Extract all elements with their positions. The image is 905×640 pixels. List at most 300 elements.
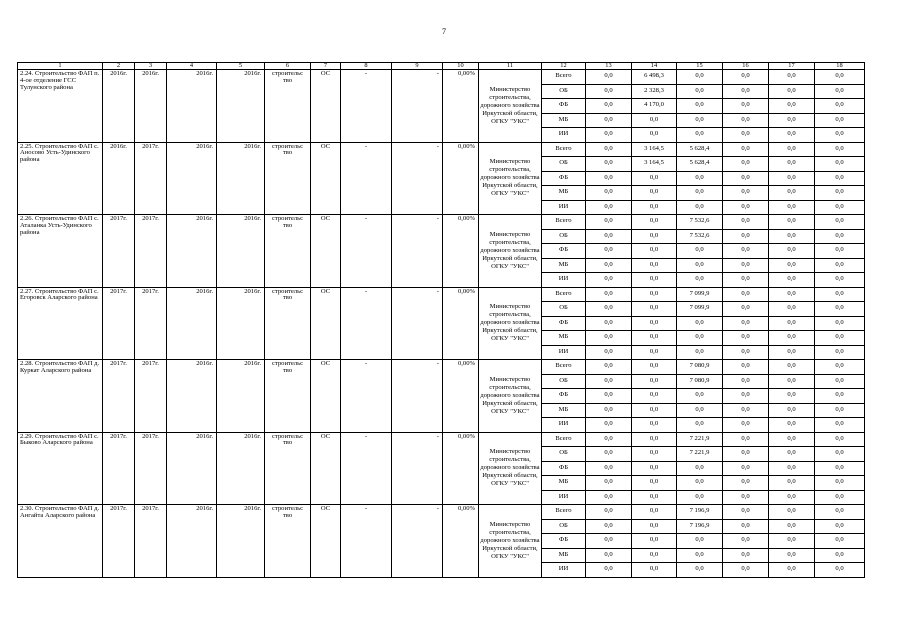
funding-amount: 0,0 [769, 403, 815, 418]
funding-amount: 0,0 [632, 200, 677, 215]
design-year: 2016г. [167, 432, 217, 505]
column-number: 3 [135, 63, 167, 70]
design-year: 2016г. [167, 287, 217, 360]
funding-amount: 0,0 [677, 476, 723, 491]
funding-amount: 0,0 [632, 128, 677, 143]
column-8-value: - [341, 287, 392, 360]
funding-amount: 0,0 [723, 345, 769, 360]
column-number: 6 [265, 63, 311, 70]
funding-amount: 0,0 [677, 345, 723, 360]
funding-amount: 0,0 [632, 490, 677, 505]
approval-year: 2016г. [217, 287, 265, 360]
funding-amount: 0,0 [769, 389, 815, 404]
funding-amount: 0,0 [815, 157, 865, 172]
funding-amount: 0,0 [586, 331, 632, 346]
funding-amount: 0,0 [769, 258, 815, 273]
funding-amount: 0,0 [677, 113, 723, 128]
column-number: 1 [18, 63, 103, 70]
funding-amount: 0,0 [723, 128, 769, 143]
project-financing-table [17, 62, 865, 578]
funding-amount: 7 196,9 [677, 505, 723, 520]
funding-amount: 0,0 [677, 316, 723, 331]
funding-amount: 0,0 [815, 215, 865, 230]
column-number: 4 [167, 63, 217, 70]
funding-amount: 0,0 [677, 403, 723, 418]
funding-amount: 0,0 [815, 244, 865, 259]
start-year: 2016г. [103, 70, 135, 143]
funding-source: МБ [542, 331, 586, 346]
column-number: 16 [723, 63, 769, 70]
funding-amount: 5 628,4 [677, 157, 723, 172]
funding-source: ОБ [542, 302, 586, 317]
funding-amount: 0,0 [723, 70, 769, 85]
funding-amount: 0,0 [586, 461, 632, 476]
readiness-percent: 0,00% [443, 215, 479, 288]
funding-amount: 0,0 [677, 563, 723, 578]
funding-source: ОБ [542, 84, 586, 99]
funding-amount: 0,0 [769, 418, 815, 433]
start-year: 2017г. [103, 505, 135, 578]
funding-amount: 0,0 [723, 200, 769, 215]
funding-source: ФБ [542, 171, 586, 186]
funding-amount: 0,0 [815, 186, 865, 201]
funding-amount: 0,0 [586, 345, 632, 360]
column-9-value: - [392, 505, 443, 578]
funding-amount: 5 628,4 [677, 142, 723, 157]
funding-amount: 7 080,9 [677, 360, 723, 375]
funding-amount: 0,0 [586, 302, 632, 317]
object-name: 2.24. Строительство ФАП п. 4-ое отделение ГСС Тулунского района [18, 70, 103, 143]
column-number: 18 [815, 63, 865, 70]
column-number: 10 [443, 63, 479, 70]
funding-amount: 0,0 [815, 360, 865, 375]
funding-amount: 0,0 [769, 331, 815, 346]
funding-amount: 0,0 [769, 505, 815, 520]
funding-amount: 0,0 [586, 142, 632, 157]
funding-amount: 0,0 [769, 70, 815, 85]
work-type: строительс тво [265, 287, 311, 360]
funding-source: МБ [542, 186, 586, 201]
funding-amount: 0,0 [723, 229, 769, 244]
start-year: 2017г. [103, 215, 135, 288]
funding-amount: 0,0 [586, 244, 632, 259]
funding-amount: 0,0 [723, 84, 769, 99]
funding-amount: 0,0 [723, 273, 769, 288]
funding-amount: 0,0 [815, 476, 865, 491]
funding-source: ОБ [542, 519, 586, 534]
funding-amount: 0,0 [586, 534, 632, 549]
funding-source: ОБ [542, 447, 586, 462]
funding-amount: 0,0 [677, 128, 723, 143]
funding-amount: 7 080,9 [677, 374, 723, 389]
funding-amount: 0,0 [769, 244, 815, 259]
funding-amount: 0,0 [769, 157, 815, 172]
responsible-organization: Министерство строительства, дорожного хозяйства Иркутской области, ОГКУ "УКС" [479, 505, 542, 578]
column-9-value: - [392, 287, 443, 360]
column-8-value: - [341, 215, 392, 288]
funding-amount: 0,0 [632, 287, 677, 302]
end-year: 2017г. [135, 287, 167, 360]
funding-amount: 0,0 [632, 258, 677, 273]
funding-amount: 0,0 [723, 374, 769, 389]
column-number: 15 [677, 63, 723, 70]
funding-amount: 0,0 [769, 548, 815, 563]
funding-amount: 0,0 [769, 99, 815, 114]
funding-amount: 0,0 [815, 432, 865, 447]
ownership-form: ОС [311, 215, 341, 288]
funding-amount: 0,0 [723, 490, 769, 505]
funding-amount: 7 221,9 [677, 432, 723, 447]
funding-source: ИИ [542, 273, 586, 288]
column-number: 11 [479, 63, 542, 70]
funding-amount: 0,0 [815, 142, 865, 157]
object-name: 2.25. Строительство ФАП с. Аносово Усть-Удинского района [18, 142, 103, 215]
funding-source: ИИ [542, 200, 586, 215]
funding-amount: 0,0 [586, 128, 632, 143]
funding-amount: 0,0 [815, 70, 865, 85]
funding-amount: 0,0 [815, 519, 865, 534]
funding-amount: 0,0 [769, 229, 815, 244]
funding-amount: 0,0 [632, 476, 677, 491]
funding-amount: 0,0 [815, 490, 865, 505]
funding-source: Всего [542, 432, 586, 447]
funding-amount: 0,0 [815, 200, 865, 215]
column-8-value: - [341, 432, 392, 505]
funding-amount: 0,0 [723, 447, 769, 462]
funding-source: ИИ [542, 563, 586, 578]
funding-source: ИИ [542, 345, 586, 360]
table-row [18, 215, 865, 230]
funding-amount: 0,0 [723, 418, 769, 433]
responsible-organization: Министерство строительства, дорожного хозяйства Иркутской области, ОГКУ "УКС" [479, 142, 542, 215]
funding-amount: 0,0 [677, 200, 723, 215]
funding-amount: 0,0 [632, 345, 677, 360]
column-number: 9 [392, 63, 443, 70]
ownership-form: ОС [311, 360, 341, 433]
funding-amount: 7 196,9 [677, 519, 723, 534]
funding-amount: 0,0 [677, 171, 723, 186]
funding-amount: 0,0 [632, 113, 677, 128]
funding-amount: 0,0 [769, 200, 815, 215]
funding-source: ФБ [542, 316, 586, 331]
ownership-form: ОС [311, 142, 341, 215]
work-type: строительс тво [265, 505, 311, 578]
funding-source: Всего [542, 505, 586, 520]
funding-amount: 0,0 [723, 113, 769, 128]
funding-amount: 0,0 [815, 548, 865, 563]
funding-amount: 0,0 [815, 273, 865, 288]
funding-amount: 0,0 [586, 99, 632, 114]
responsible-organization: Министерство строительства, дорожного хозяйства Иркутской области, ОГКУ "УКС" [479, 432, 542, 505]
column-number: 17 [769, 63, 815, 70]
readiness-percent: 0,00% [443, 432, 479, 505]
funding-amount: 0,0 [632, 461, 677, 476]
design-year: 2016г. [167, 142, 217, 215]
funding-amount: 0,0 [586, 70, 632, 85]
funding-amount: 0,0 [723, 505, 769, 520]
funding-amount: 0,0 [769, 374, 815, 389]
end-year: 2017г. [135, 215, 167, 288]
funding-amount: 0,0 [769, 519, 815, 534]
column-8-value: - [341, 70, 392, 143]
readiness-percent: 0,00% [443, 70, 479, 143]
column-9-value: - [392, 215, 443, 288]
funding-amount: 0,0 [815, 113, 865, 128]
funding-source: Всего [542, 70, 586, 85]
funding-amount: 4 170,0 [632, 99, 677, 114]
design-year: 2016г. [167, 215, 217, 288]
funding-amount: 0,0 [815, 345, 865, 360]
funding-amount: 0,0 [815, 374, 865, 389]
funding-amount: 0,0 [815, 389, 865, 404]
funding-amount: 0,0 [723, 99, 769, 114]
column-number: 8 [341, 63, 392, 70]
funding-amount: 0,0 [632, 519, 677, 534]
readiness-percent: 0,00% [443, 142, 479, 215]
funding-amount: 0,0 [723, 302, 769, 317]
funding-source: МБ [542, 403, 586, 418]
funding-amount: 0,0 [632, 548, 677, 563]
object-name: 2.30. Строительство ФАП д. Ангайта Аларского района [18, 505, 103, 578]
start-year: 2017г. [103, 432, 135, 505]
funding-source: ФБ [542, 389, 586, 404]
funding-amount: 3 164,5 [632, 157, 677, 172]
funding-amount: 0,0 [677, 244, 723, 259]
column-8-value: - [341, 505, 392, 578]
funding-amount: 0,0 [723, 519, 769, 534]
funding-amount: 0,0 [586, 519, 632, 534]
funding-source: ОБ [542, 374, 586, 389]
funding-amount: 0,0 [677, 258, 723, 273]
ownership-form: ОС [311, 432, 341, 505]
funding-source: ФБ [542, 244, 586, 259]
end-year: 2016г. [135, 70, 167, 143]
readiness-percent: 0,00% [443, 360, 479, 433]
funding-source: ФБ [542, 461, 586, 476]
funding-amount: 0,0 [586, 316, 632, 331]
funding-amount: 0,0 [723, 476, 769, 491]
funding-amount: 0,0 [586, 374, 632, 389]
funding-source: МБ [542, 476, 586, 491]
funding-amount: 0,0 [586, 273, 632, 288]
funding-amount: 0,0 [815, 563, 865, 578]
funding-amount: 0,0 [677, 331, 723, 346]
funding-amount: 0,0 [632, 447, 677, 462]
funding-amount: 0,0 [769, 432, 815, 447]
funding-amount: 0,0 [723, 186, 769, 201]
funding-amount: 0,0 [586, 389, 632, 404]
funding-amount: 0,0 [769, 128, 815, 143]
column-8-value: - [341, 360, 392, 433]
funding-amount: 0,0 [815, 171, 865, 186]
funding-amount: 0,0 [815, 128, 865, 143]
funding-amount: 0,0 [769, 345, 815, 360]
funding-source: Всего [542, 215, 586, 230]
funding-amount: 0,0 [586, 360, 632, 375]
end-year: 2017г. [135, 505, 167, 578]
readiness-percent: 0,00% [443, 287, 479, 360]
funding-source: МБ [542, 113, 586, 128]
funding-amount: 6 498,3 [632, 70, 677, 85]
funding-amount: 0,0 [769, 461, 815, 476]
funding-amount: 0,0 [677, 490, 723, 505]
funding-amount: 0,0 [632, 418, 677, 433]
funding-amount: 0,0 [677, 389, 723, 404]
funding-source: Всего [542, 287, 586, 302]
funding-amount: 0,0 [723, 215, 769, 230]
funding-amount: 0,0 [815, 403, 865, 418]
funding-amount: 0,0 [586, 418, 632, 433]
approval-year: 2016г. [217, 215, 265, 288]
funding-amount: 7 099,9 [677, 287, 723, 302]
funding-amount: 0,0 [769, 360, 815, 375]
funding-amount: 0,0 [723, 331, 769, 346]
ownership-form: ОС [311, 287, 341, 360]
start-year: 2017г. [103, 287, 135, 360]
funding-amount: 0,0 [769, 302, 815, 317]
funding-amount: 0,0 [769, 447, 815, 462]
design-year: 2016г. [167, 505, 217, 578]
funding-amount: 7 532,6 [677, 229, 723, 244]
funding-amount: 0,0 [769, 287, 815, 302]
responsible-organization: Министерство строительства, дорожного хозяйства Иркутской области, ОГКУ "УКС" [479, 360, 542, 433]
funding-amount: 0,0 [723, 157, 769, 172]
funding-amount: 0,0 [632, 171, 677, 186]
funding-amount: 0,0 [632, 360, 677, 375]
funding-amount: 0,0 [632, 563, 677, 578]
funding-amount: 3 164,5 [632, 142, 677, 157]
funding-amount: 0,0 [815, 418, 865, 433]
work-type: строительс тво [265, 142, 311, 215]
funding-amount: 0,0 [632, 215, 677, 230]
start-year: 2017г. [103, 360, 135, 433]
funding-amount: 0,0 [769, 273, 815, 288]
funding-amount: 0,0 [586, 490, 632, 505]
funding-amount: 0,0 [815, 258, 865, 273]
table-row [18, 360, 865, 375]
funding-source: Всего [542, 142, 586, 157]
column-number: 2 [103, 63, 135, 70]
funding-amount: 0,0 [723, 171, 769, 186]
page-number: 7 [442, 27, 446, 36]
funding-amount: 0,0 [815, 447, 865, 462]
funding-amount: 2 328,3 [632, 84, 677, 99]
funding-amount: 0,0 [632, 186, 677, 201]
funding-amount: 0,0 [723, 461, 769, 476]
funding-amount: 0,0 [723, 432, 769, 447]
column-number: 7 [311, 63, 341, 70]
ownership-form: ОС [311, 505, 341, 578]
funding-amount: 0,0 [632, 374, 677, 389]
funding-amount: 0,0 [632, 229, 677, 244]
table-row [18, 142, 865, 157]
object-name: 2.29. Строительство ФАП с. Быково Аларского района [18, 432, 103, 505]
end-year: 2017г. [135, 432, 167, 505]
design-year: 2016г. [167, 360, 217, 433]
funding-amount: 0,0 [769, 171, 815, 186]
funding-amount: 0,0 [632, 534, 677, 549]
funding-amount: 0,0 [723, 360, 769, 375]
column-9-value: - [392, 70, 443, 143]
funding-amount: 0,0 [677, 99, 723, 114]
funding-amount: 0,0 [632, 273, 677, 288]
funding-amount: 0,0 [586, 447, 632, 462]
funding-amount: 0,0 [586, 113, 632, 128]
funding-amount: 0,0 [586, 403, 632, 418]
funding-amount: 0,0 [677, 273, 723, 288]
responsible-organization: Министерство строительства, дорожного хозяйства Иркутской области, ОГКУ "УКС" [479, 287, 542, 360]
funding-amount: 0,0 [769, 84, 815, 99]
funding-amount: 0,0 [586, 229, 632, 244]
funding-amount: 7 099,9 [677, 302, 723, 317]
funding-source: ОБ [542, 157, 586, 172]
funding-amount: 0,0 [769, 186, 815, 201]
work-type: строительс тво [265, 360, 311, 433]
funding-amount: 0,0 [677, 461, 723, 476]
funding-amount: 0,0 [632, 403, 677, 418]
funding-amount: 0,0 [677, 418, 723, 433]
funding-amount: 0,0 [723, 403, 769, 418]
funding-source: МБ [542, 258, 586, 273]
funding-amount: 0,0 [815, 287, 865, 302]
funding-amount: 0,0 [632, 244, 677, 259]
object-name: 2.26. Строительство ФАП с. Аталанка Усть-Удинского района [18, 215, 103, 288]
funding-amount: 0,0 [769, 142, 815, 157]
funding-amount: 0,0 [769, 316, 815, 331]
funding-amount: 0,0 [723, 287, 769, 302]
table-row [18, 432, 865, 447]
responsible-organization: Министерство строительства, дорожного хозяйства Иркутской области, ОГКУ "УКС" [479, 70, 542, 143]
funding-amount: 0,0 [723, 258, 769, 273]
start-year: 2016г. [103, 142, 135, 215]
funding-amount: 0,0 [769, 490, 815, 505]
work-type: строительс тво [265, 432, 311, 505]
funding-amount: 0,0 [815, 229, 865, 244]
funding-amount: 0,0 [677, 186, 723, 201]
funding-amount: 0,0 [586, 200, 632, 215]
funding-amount: 0,0 [815, 331, 865, 346]
funding-amount: 0,0 [632, 302, 677, 317]
funding-source: ИИ [542, 490, 586, 505]
funding-source: ФБ [542, 99, 586, 114]
table-row [18, 70, 865, 85]
column-number: 5 [217, 63, 265, 70]
funding-amount: 0,0 [769, 563, 815, 578]
responsible-organization: Министерство строительства, дорожного хозяйства Иркутской области, ОГКУ "УКС" [479, 215, 542, 288]
funding-amount: 0,0 [723, 389, 769, 404]
column-number: 13 [586, 63, 632, 70]
ownership-form: ОС [311, 70, 341, 143]
column-9-value: - [392, 360, 443, 433]
approval-year: 2016г. [217, 142, 265, 215]
approval-year: 2016г. [217, 505, 265, 578]
funding-amount: 0,0 [586, 563, 632, 578]
funding-amount: 0,0 [632, 316, 677, 331]
funding-amount: 0,0 [677, 84, 723, 99]
end-year: 2017г. [135, 360, 167, 433]
column-number-header-row [18, 63, 865, 70]
column-9-value: - [392, 142, 443, 215]
funding-amount: 0,0 [586, 258, 632, 273]
column-8-value: - [341, 142, 392, 215]
funding-amount: 0,0 [677, 548, 723, 563]
funding-amount: 0,0 [586, 287, 632, 302]
funding-source: ОБ [542, 229, 586, 244]
funding-amount: 0,0 [632, 505, 677, 520]
funding-amount: 0,0 [815, 99, 865, 114]
object-name: 2.28. Строительство ФАП д. Куркат Аларского района [18, 360, 103, 433]
funding-amount: 0,0 [769, 534, 815, 549]
